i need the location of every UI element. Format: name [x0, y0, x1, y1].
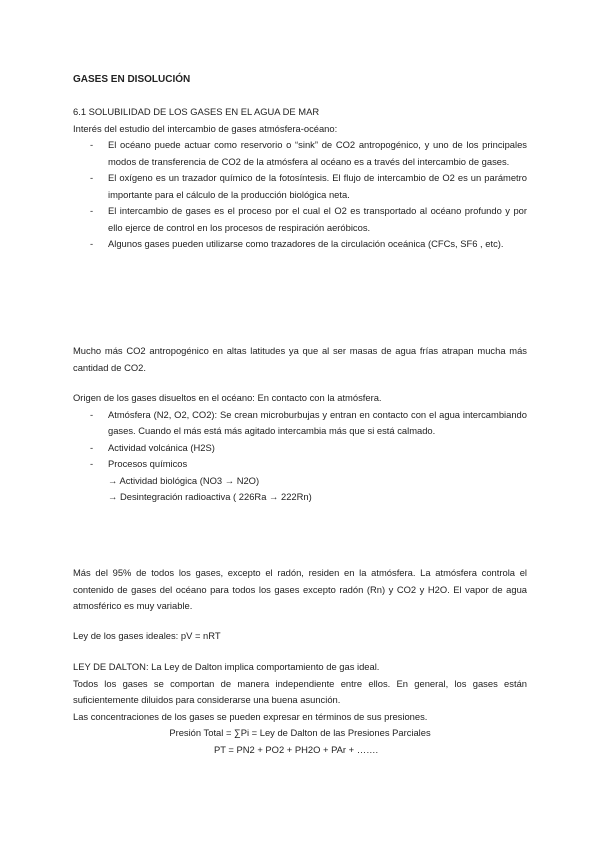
- dash-bullet: -: [90, 238, 94, 249]
- dash-bullet: -: [90, 441, 94, 453]
- list-item: [73, 137, 527, 170]
- dash-bullet: -: [90, 458, 94, 469]
- dalton-line: LEY DE DALTON: La Ley de Dalton implica comportamiento de gas ideal.: [73, 661, 380, 672]
- sub-item: → Actividad biológica (NO3 → N2O): [108, 474, 260, 486]
- co2-section: [73, 343, 527, 376]
- list-item: [73, 170, 527, 203]
- radon-paragraph: Más del 95% de todos los gases, excepto el radón, residen en la atmósfera. La atmósfera controla el contenido de gases del océano para todos los gases excepto radón (Rn) y CO2 y H2O. El vapor de agua atmosférico es muy variable.: [73, 567, 527, 611]
- list-item-text: Procesos químicos: [108, 458, 188, 469]
- list-item-text: El océano puede actuar como reservorio o “sink” de CO2 antropogénico, y uno de los principales modos de transferencia de CO2 de la atmósfera al océano es a través del intercambio de gases.: [108, 139, 527, 167]
- dash-bullet: -: [90, 408, 94, 420]
- interest-section: [73, 104, 527, 253]
- list-item: [73, 236, 527, 253]
- origin-intro: Origen de los gases disueltos en el océano: En contacto con la atmósfera.: [73, 392, 382, 403]
- page-title: GASES EN DISOLUCIÓN: [73, 74, 191, 85]
- origin-list: [73, 407, 527, 506]
- interest-list: [73, 137, 527, 253]
- section-heading: 6.1 SOLUBILIDAD DE LOS GASES EN EL AGUA DE MAR: [73, 106, 320, 117]
- formula-line: PT = PN2 + PO2 + PH2O + PAr + …….: [214, 743, 379, 755]
- radon-section: [73, 565, 527, 615]
- list-item-text: Atmósfera (N2, O2, CO2): Se crean microburbujas y entran en contacto con el agua intercambiando gases. Cuando el más está más agitado intercambia más que si está calmado.: [108, 408, 527, 436]
- dalton-line: Las concentraciones de los gases se pueden expresar en términos de sus presiones.: [73, 710, 428, 722]
- intro-text: Interés del estudio del intercambio de gases atmósfera-océano:: [73, 122, 338, 134]
- list-item-text: El intercambio de gases es el proceso por el cual el O2 es transportado al océano profundo y por ello ejerce de control en los procesos de respiración aeróbicos.: [108, 205, 527, 233]
- dash-bullet: -: [90, 139, 94, 150]
- origin-section: [73, 390, 527, 506]
- ideal-gas-law: Ley de los gases ideales: pV = nRT: [73, 630, 221, 641]
- list-item-text: Algunos gases pueden utilizarse como trazadores de la circulación oceánica (CFCs, SF6 , etc).: [108, 238, 504, 249]
- list-item: [73, 456, 527, 506]
- list-item: [73, 440, 527, 457]
- sub-item: → Desintegración radioactiva ( 226Ra → 222Rn): [108, 491, 312, 502]
- dalton-line: Todos los gases se comportan de manera independiente entre ellos. En general, los gases están suficientemente diluidos para considerarse una buena asunción.: [73, 677, 527, 705]
- co2-paragraph: Mucho más CO2 antropogénico en altas latitudes ya que al ser masas de agua frías atrapan mucha más cantidad de CO2.: [73, 345, 527, 373]
- dash-bullet: -: [90, 172, 94, 183]
- dash-bullet: -: [90, 205, 94, 216]
- list-item-text: Actividad volcánica (H2S): [108, 441, 215, 453]
- list-item: [73, 407, 527, 440]
- ideal-gas-section: [73, 628, 527, 645]
- formula-line: Presión Total = ∑Pi = Ley de Dalton de las Presiones Parciales: [169, 727, 431, 738]
- dalton-section: [73, 659, 527, 758]
- list-item-text: El oxígeno es un trazador químico de la fotosíntesis. El flujo de intercambio de O2 es un parámetro importante para el cálculo de la producción biológica neta.: [108, 172, 527, 200]
- list-item: [73, 203, 527, 236]
